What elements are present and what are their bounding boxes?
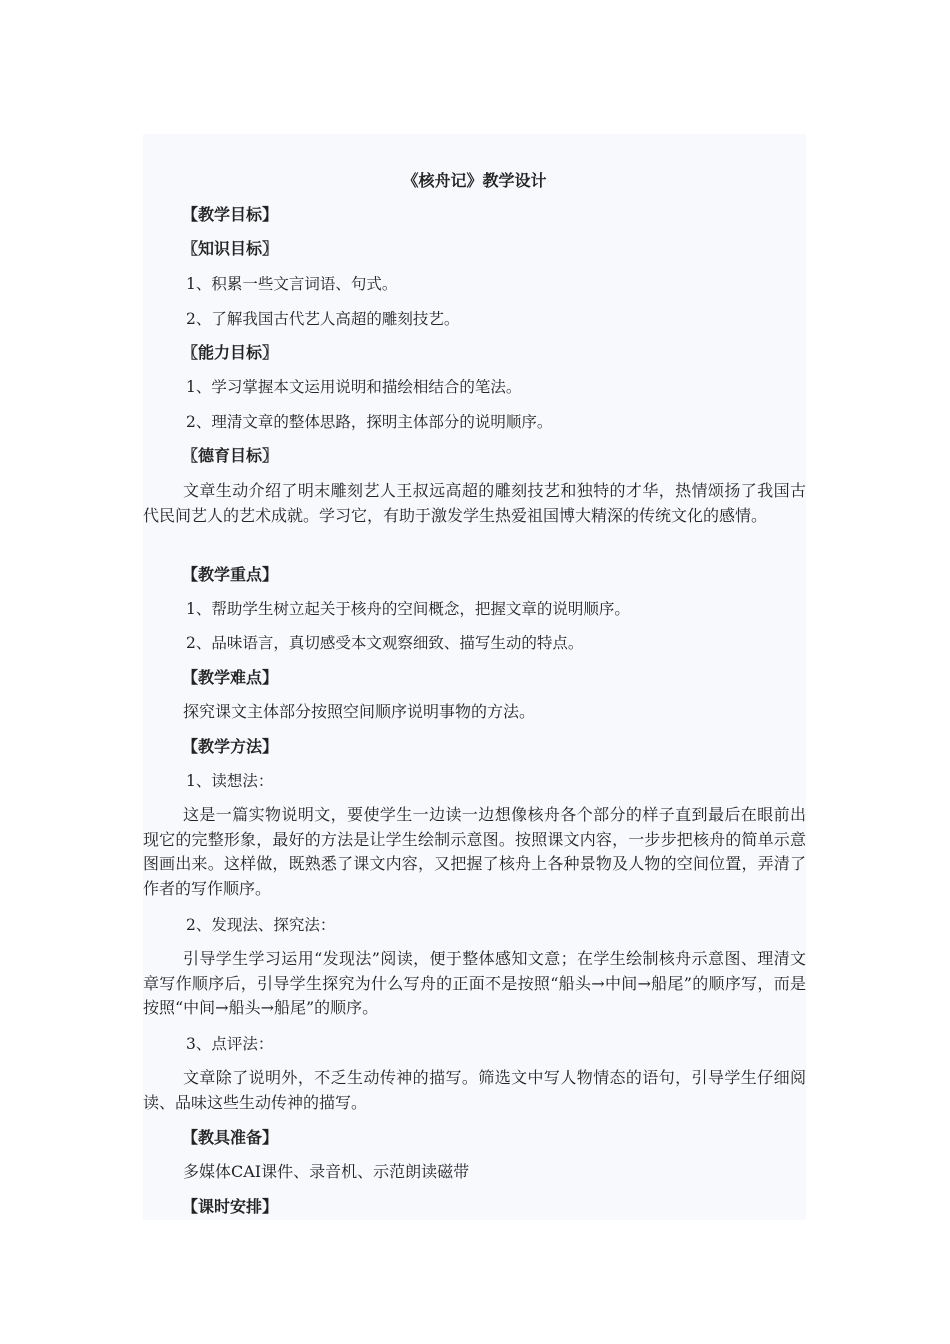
method-3-paragraph: 文章除了说明外，不乏生动传神的描写。筛选文中写人物情态的语句，引导学生仔细阅读、品味这些生动传神的描写。 [143, 1068, 806, 1112]
knowledge-goals-heading: 〖知识目标〗 [182, 239, 279, 258]
knowledge-item-1: 1、积累一些文言词语、句式。 [186, 275, 398, 293]
key-points-heading: 【教学重点】 [182, 565, 279, 584]
teaching-tools-text: 多媒体CAI课件、录音机、示范朗读磁带 [183, 1162, 470, 1181]
ability-item-2: 2、理清文章的整体思路，探明主体部分的说明顺序。 [186, 413, 553, 431]
methods-heading: 【教学方法】 [182, 737, 279, 756]
document-page [143, 134, 806, 1220]
class-schedule-heading: 【课时安排】 [182, 1197, 279, 1216]
knowledge-item-2: 2、了解我国古代艺人高超的雕刻技艺。 [186, 310, 460, 328]
moral-goals-paragraph: 文章生动介绍了明末雕刻艺人王叔远高超的雕刻技艺和独特的才华，热情颂扬了我国古代民间艺人的艺术成就。学习它，有助于激发学生热爱祖国博大精深的传统文化的感情。 [143, 481, 806, 525]
ability-item-1: 1、学习掌握本文运用说明和描绘相结合的笔法。 [186, 378, 522, 396]
moral-goals-heading: 〖德育目标〗 [182, 446, 279, 465]
ability-goals-heading: 〖能力目标〗 [182, 343, 279, 362]
key-point-item-2: 2、品味语言，真切感受本文观察细致、描写生动的特点。 [186, 634, 584, 652]
method-1-paragraph: 这是一篇实物说明文，要使学生一边读一边想像核舟各个部分的样子直到最后在眼前出现它的完整形象，最好的方法是让学生绘制示意图。按照课文内容，一步步把核舟的简单示意图画出来。这样做，既熟悉了课文内容，又把握了核舟上各种景物及人物的空间位置，弄清了作者的写作顺序。 [143, 805, 806, 898]
key-point-item-1: 1、帮助学生树立起关于核舟的空间概念，把握文章的说明顺序。 [186, 600, 630, 618]
teaching-goals-heading: 【教学目标】 [182, 205, 279, 224]
difficulty-heading: 【教学难点】 [182, 668, 279, 687]
method-3-title: 3、点评法： [186, 1035, 274, 1053]
method-1-title: 1、读想法： [186, 772, 274, 790]
difficulty-text: 探究课文主体部分按照空间顺序说明事物的方法。 [183, 702, 536, 721]
document-title: 《核舟记》教学设计 [402, 171, 547, 190]
teaching-tools-heading: 【教具准备】 [182, 1128, 279, 1147]
method-2-paragraph: 引导学生学习运用“发现法”阅读，便于整体感知文意；在学生绘制核舟示意图、理清文章写作顺序后，引导学生探究为什么写舟的正面不是按照“船头→中间→船尾”的顺序写，而是按照“中间→船头→船尾”的顺序。 [143, 949, 806, 1017]
method-2-title: 2、发现法、探究法： [186, 916, 336, 934]
